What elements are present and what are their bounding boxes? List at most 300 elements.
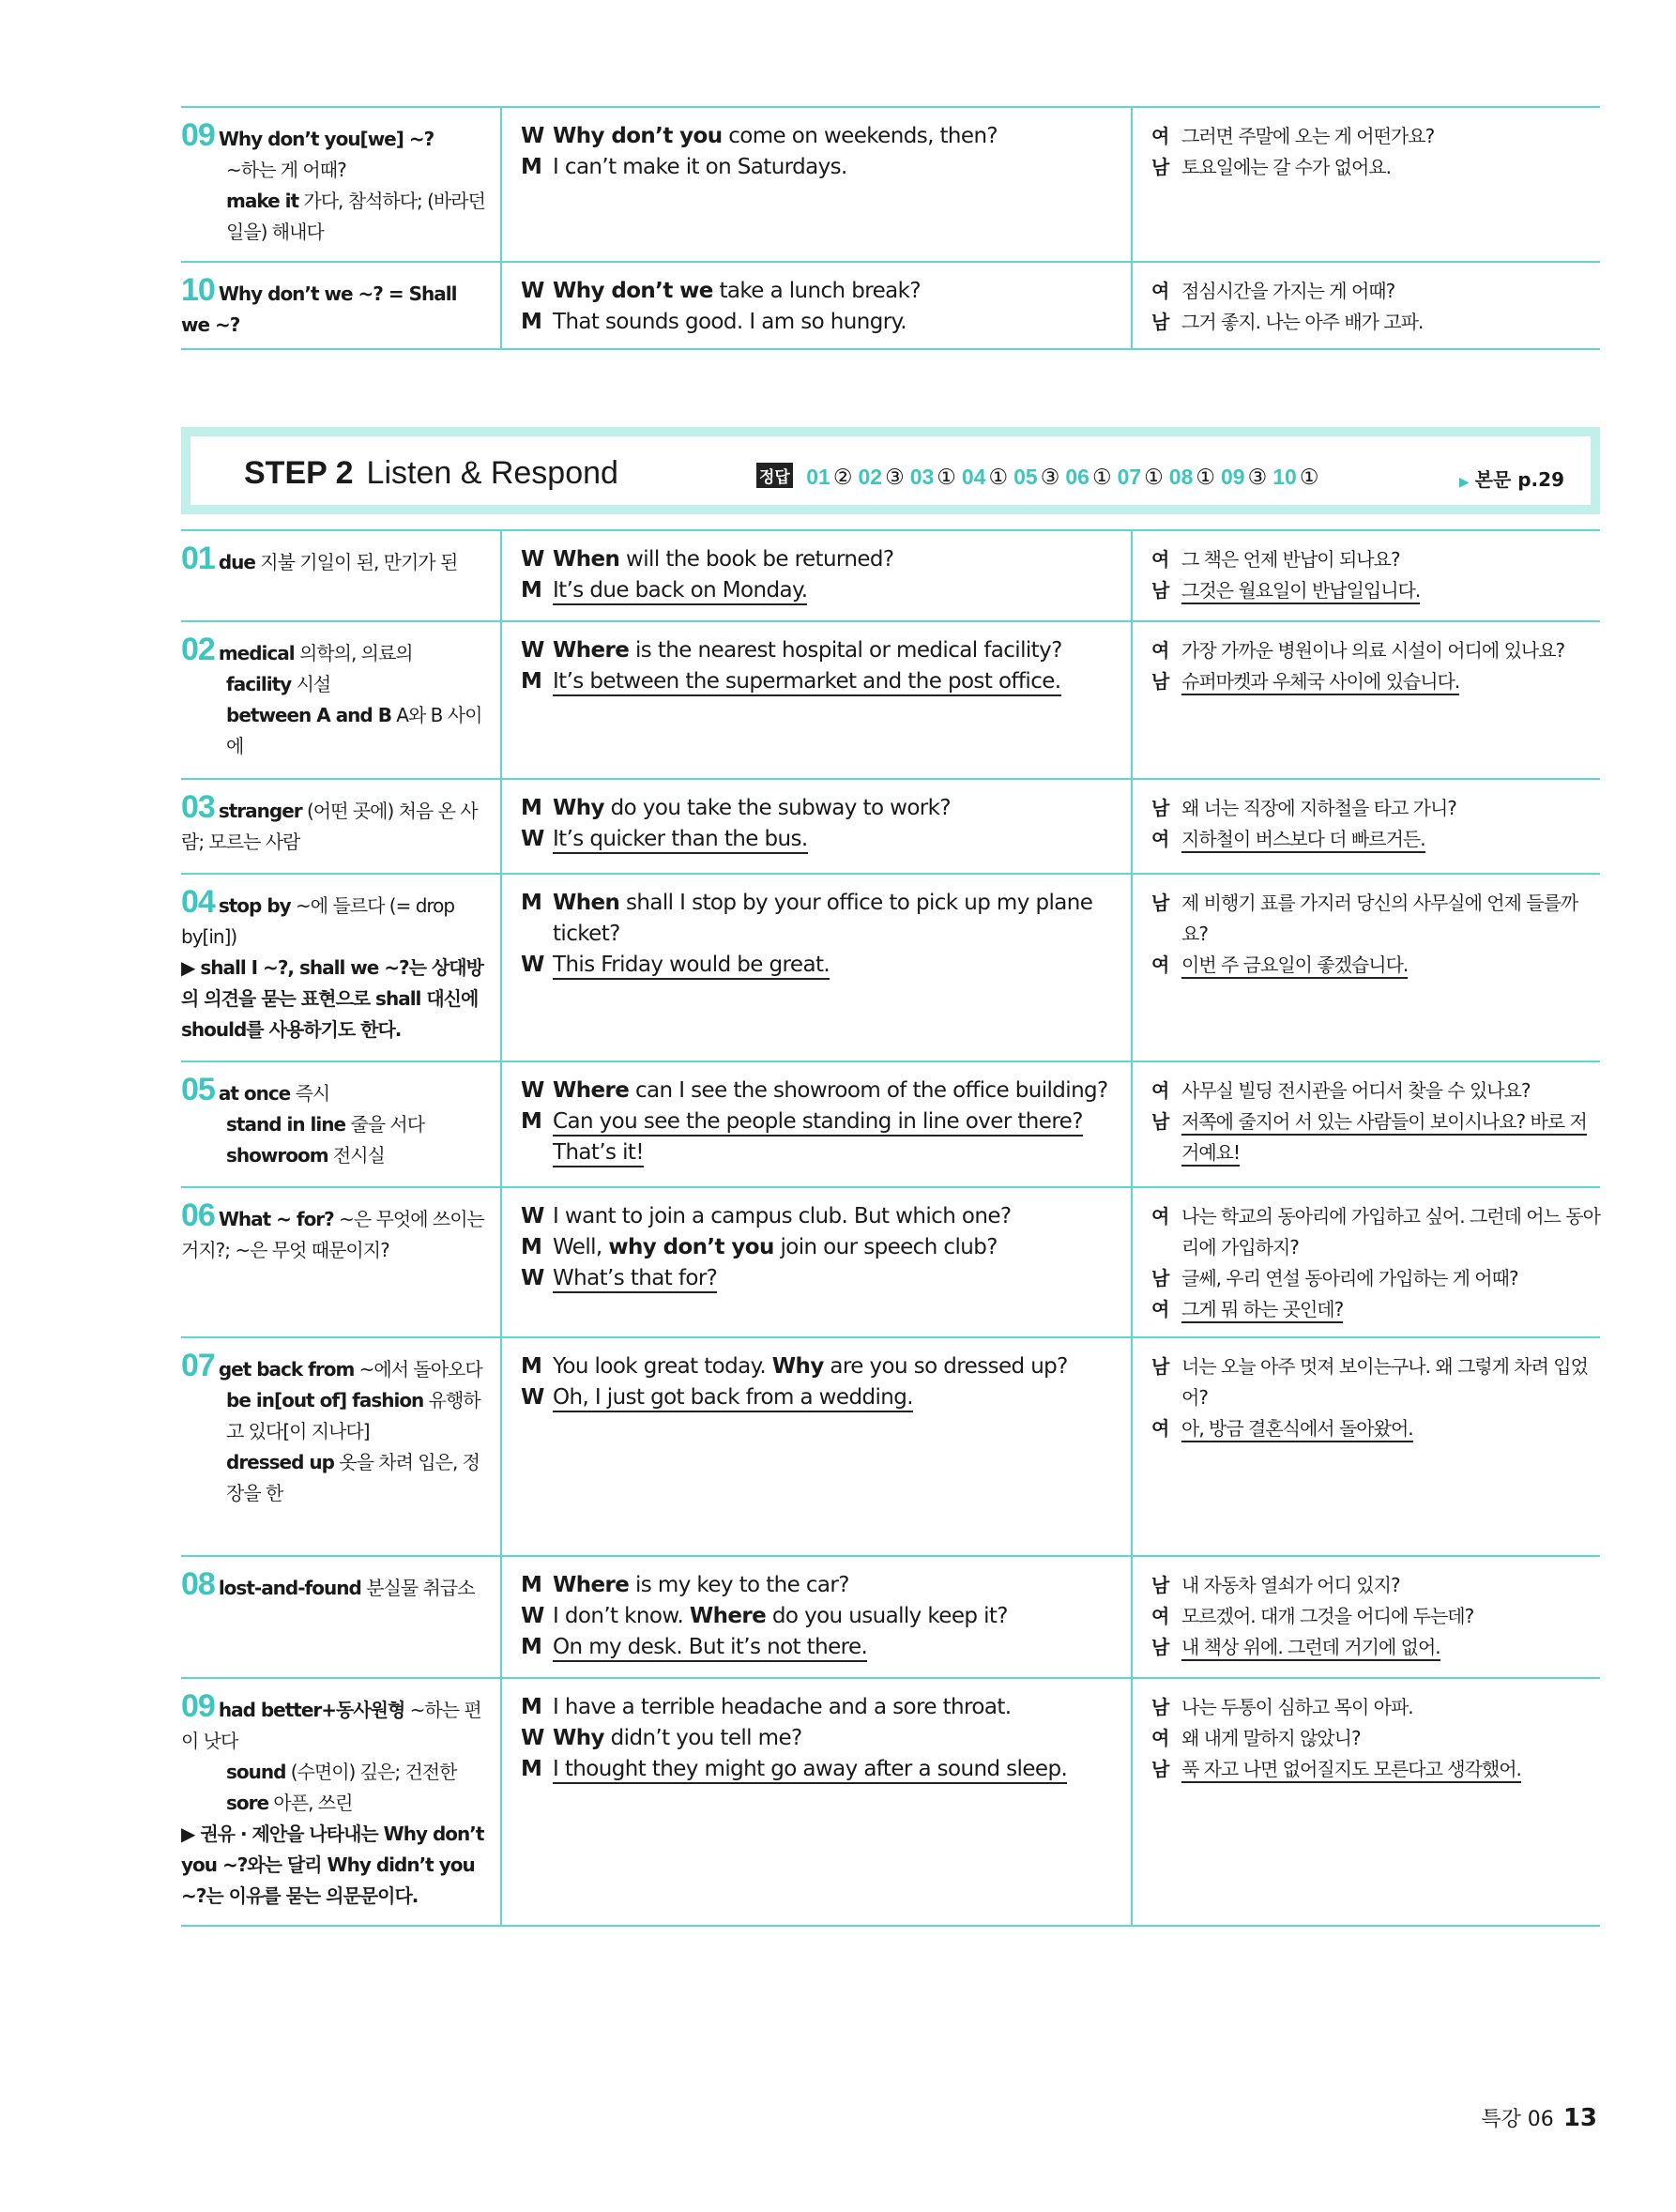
key-expression: When <box>553 891 620 915</box>
vocab-cell <box>181 1679 502 1925</box>
vocab-entry <box>181 186 489 248</box>
key-expression: Why <box>771 1354 824 1379</box>
translation-line <box>1151 152 1600 183</box>
speaker-label: W <box>521 279 544 303</box>
translation-segment: 그 책은 언제 반납이 되나요? <box>1181 548 1400 571</box>
dialogue-line <box>521 1570 1118 1601</box>
item-number: 10 <box>181 272 215 308</box>
vocab-entry <box>181 1447 489 1509</box>
vocab-meaning: ~에서 돌아오다 <box>354 1358 482 1381</box>
vocab-entry <box>181 117 489 155</box>
vocab-word: be in[out of] fashion <box>226 1389 424 1411</box>
dialogue-text <box>553 950 1118 981</box>
dialogue-line <box>521 121 1118 152</box>
answer-number: 02 <box>858 465 883 489</box>
answer-choice: ① <box>1196 465 1215 489</box>
translation-line <box>1151 1351 1600 1413</box>
speaker-label: W <box>521 547 544 572</box>
vocab-meaning: ~하는 편이 낫다 <box>181 1699 481 1752</box>
key-expression: Where <box>689 1604 767 1628</box>
translation-segment: 너는 오늘 아주 멋져 보이는구나. 왜 그렇게 차려 입었어? <box>1181 1355 1588 1409</box>
answer-translation: 그것은 월요일이 반납일입니다. <box>1181 579 1420 604</box>
dialogue-text <box>553 121 1118 152</box>
translation-text <box>1181 1263 1600 1294</box>
vocab-entry <box>181 1566 489 1604</box>
korean-translation <box>1133 1338 1600 1555</box>
translation-text <box>1181 1632 1600 1663</box>
dialogue-segment: That sounds good. I am so hungry. <box>553 310 907 334</box>
vocab-meaning: 옷을 차려 입은, 정장을 한 <box>226 1451 480 1504</box>
vocab-meaning: A와 B 사이에 <box>226 704 482 757</box>
speaker-label: M <box>521 796 542 820</box>
speaker-label: M <box>521 1235 542 1259</box>
grammar-note: ▶ 권유 · 제안을 나타내는 Why don’t you ~?와는 달리 Why didn’t you ~?는 이유를 묻는 의문문이다. <box>181 1823 484 1907</box>
speaker-label: 여 <box>1151 125 1169 147</box>
english-dialogue <box>502 875 1133 1060</box>
vocab-cell <box>181 875 502 1060</box>
translation-segment: 가장 가까운 병원이나 의료 시설이 어디에 있나요? <box>1181 639 1565 662</box>
vocab-entry <box>181 1348 489 1385</box>
vocab-cell <box>181 1557 502 1677</box>
answer-number: 05 <box>1013 465 1038 489</box>
dialogue-line <box>521 1232 1118 1263</box>
key-expression: why don’t you <box>608 1235 774 1259</box>
key-expression: Where <box>553 1078 630 1103</box>
translation-text <box>1181 888 1600 950</box>
english-dialogue <box>502 263 1133 348</box>
vocab-entry <box>181 884 489 953</box>
page-footer <box>1481 2103 1597 2132</box>
key-expression: Where <box>553 638 630 663</box>
vocab-word: Why don’t you[we] ~? <box>218 128 434 150</box>
speaker-label: 남 <box>1151 1110 1169 1133</box>
vocab-cell <box>181 622 502 778</box>
answer-number: 01 <box>806 465 830 489</box>
dialogue-line <box>521 1106 1118 1168</box>
translation-line <box>1151 793 1600 824</box>
speaker-label: 남 <box>1151 1696 1169 1718</box>
dialogue-segment: is my key to the car? <box>629 1573 849 1597</box>
translation-line <box>1151 1723 1600 1754</box>
speaker-label: 남 <box>1151 797 1169 819</box>
dialogue-text <box>553 1201 1118 1232</box>
speaker-label: 남 <box>1151 1355 1169 1378</box>
vocab-meaning: 지불 기일이 된, 만기가 된 <box>254 551 458 573</box>
translation-line <box>1151 1754 1600 1785</box>
english-dialogue <box>502 622 1133 778</box>
vocab-block <box>181 789 489 858</box>
triangle-icon: ▶ <box>1458 475 1470 490</box>
speaker-label: W <box>521 124 544 148</box>
speaker-label: 남 <box>1151 579 1169 602</box>
table-row <box>181 1338 1600 1557</box>
vocab-entry <box>181 700 489 762</box>
dialogue-text <box>553 1106 1118 1168</box>
dialogue-text <box>553 575 1118 606</box>
translation-line <box>1151 888 1600 950</box>
answer-choice: ③ <box>885 465 905 489</box>
dialogue-text <box>553 544 1118 575</box>
answer-response: It’s quicker than the bus. <box>553 827 808 854</box>
translation-line <box>1151 1201 1600 1263</box>
dialogue-segment: is the nearest hospital or medical facility? <box>629 638 1062 663</box>
grammar-note: ▶ shall I ~?, shall we ~?는 상대방의 의견을 묻는 표현으로 shall 대신에 should를 사용하기도 한다. <box>181 956 483 1041</box>
speaker-label: W <box>521 1266 544 1290</box>
dialogue-line <box>521 824 1118 855</box>
answer-translation: 푹 자고 나면 없어질지도 모른다고 생각했어. <box>1181 1758 1521 1783</box>
key-expression: When <box>553 547 620 572</box>
translation-segment: 그거 좋지. 나는 아주 배가 고파. <box>1181 311 1424 333</box>
answer-translation: 아, 방금 결혼식에서 돌아왔어. <box>1181 1417 1413 1442</box>
translation-line <box>1151 1263 1600 1294</box>
item-number: 03 <box>181 789 215 825</box>
dialogue-text <box>553 1075 1118 1106</box>
dialogue-text <box>553 635 1118 666</box>
speaker-label: 남 <box>1151 1758 1169 1780</box>
vocab-word: sound <box>226 1761 286 1783</box>
dialogue-text <box>553 793 1118 824</box>
dialogue-line <box>521 950 1118 981</box>
vocab-meaning: 의학의, 의료의 <box>294 642 413 664</box>
english-dialogue <box>502 1338 1133 1555</box>
speaker-label: M <box>521 155 542 179</box>
dialogue-text <box>553 1723 1118 1754</box>
vocab-block <box>181 272 489 341</box>
translation-text <box>1181 824 1600 855</box>
english-dialogue <box>502 1557 1133 1677</box>
translation-line <box>1151 1413 1600 1444</box>
translation-line <box>1151 824 1600 855</box>
translation-segment: 모르겠어. 대개 그것을 어디에 두는데? <box>1181 1605 1474 1627</box>
answer-response: It’s between the supermarket and the post office. <box>553 669 1061 696</box>
step-label: STEP 2 <box>244 455 354 491</box>
dialogue-text <box>553 1263 1118 1294</box>
dialogue-segment: didn’t you tell me? <box>603 1726 802 1750</box>
answer-response: This Friday would be great. <box>553 953 830 980</box>
answer-translation: 이번 주 금요일이 좋겠습니다. <box>1181 953 1408 979</box>
dialogue-table <box>181 529 1600 1927</box>
answer-key-label: 정답 <box>756 463 793 488</box>
vocab-meaning: 즉시 <box>290 1082 330 1105</box>
dialogue-line <box>521 666 1118 697</box>
dialogue-line <box>521 1201 1118 1232</box>
vocab-word: Why don’t we ~? = Shall we ~? <box>181 282 457 336</box>
dialogue-segment: I want to join a campus club. But which one? <box>553 1204 1012 1228</box>
vocab-word: facility <box>226 673 292 695</box>
vocab-block <box>181 1072 489 1171</box>
vocab-entry <box>181 1688 489 1757</box>
dialogue-segment: You look great today. <box>553 1354 772 1379</box>
table-row <box>181 531 1600 622</box>
vocab-cell <box>181 108 502 261</box>
answer-choice: ① <box>988 465 1009 489</box>
vocab-block <box>181 632 489 762</box>
answer-choice: ① <box>1144 465 1164 489</box>
answer-translation: 슈퍼마켓과 우체국 사이에 있습니다. <box>1181 670 1459 695</box>
speaker-label: 남 <box>1151 670 1169 693</box>
dialogue-line <box>521 1632 1118 1663</box>
vocab-entry <box>181 1140 489 1171</box>
answer-choice: ① <box>1299 465 1319 489</box>
translation-text <box>1181 1106 1600 1168</box>
dialogue-segment: can I see the showroom of the office building? <box>629 1078 1108 1103</box>
translation-text <box>1181 1075 1600 1106</box>
translation-line <box>1151 1106 1600 1168</box>
translation-text <box>1181 950 1600 981</box>
vocab-cell <box>181 1188 502 1336</box>
vocab-word: make it <box>226 190 299 212</box>
vocab-meaning: 유행하고 있다[이 지나다] <box>226 1389 480 1442</box>
translation-text <box>1181 1201 1600 1263</box>
vocab-meaning: ~에 들르다 (= drop by[in]) <box>181 894 455 948</box>
vocab-entry <box>181 1109 489 1140</box>
speaker-label: W <box>521 1726 544 1750</box>
item-number: 09 <box>181 117 215 153</box>
answer-key <box>756 463 1324 490</box>
dialogue-line <box>521 635 1118 666</box>
vocab-meaning: ~하는 게 어때? <box>226 159 346 181</box>
step-name: Listen & Respond <box>366 455 618 491</box>
translation-line <box>1151 1570 1600 1601</box>
korean-translation <box>1133 531 1600 620</box>
key-expression: Why <box>553 1726 604 1750</box>
translation-segment: 사무실 빌딩 전시관을 어디서 찾을 수 있나요? <box>1181 1079 1531 1102</box>
dialogue-segment: will the book be returned? <box>619 547 894 572</box>
translation-text <box>1181 544 1600 575</box>
vocab-block <box>181 541 489 578</box>
vocab-meaning: (수면이) 깊은; 건전한 <box>285 1761 457 1783</box>
vocab-word: get back from <box>218 1358 355 1381</box>
translation-line <box>1151 1632 1600 1663</box>
vocab-cell <box>181 263 502 348</box>
english-dialogue <box>502 1062 1133 1186</box>
translation-segment: 왜 내게 말하지 않았니? <box>1181 1727 1361 1749</box>
translation-segment: 그러면 주말에 오는 게 어떤가요? <box>1181 125 1435 147</box>
vocab-word: stand in line <box>226 1113 346 1136</box>
translation-text <box>1181 276 1600 307</box>
dialogue-line <box>521 1723 1118 1754</box>
dialogue-text <box>553 666 1118 697</box>
speaker-label: 남 <box>1151 892 1169 914</box>
speaker-label: 남 <box>1151 311 1169 333</box>
translation-segment: 제 비행기 표를 가지러 당신의 사무실에 언제 들를까요? <box>1181 892 1578 945</box>
dialogue-text <box>553 1601 1118 1632</box>
translation-line <box>1151 666 1600 697</box>
vocab-cell <box>181 1338 502 1555</box>
vocab-meaning: 아픈, 쓰린 <box>268 1792 353 1814</box>
answer-choice: ③ <box>1040 465 1060 489</box>
vocab-meaning: 전시실 <box>328 1144 385 1167</box>
english-dialogue <box>502 108 1133 261</box>
vocab-entry <box>181 1385 489 1447</box>
translation-text <box>1181 635 1600 666</box>
vocab-entry <box>181 541 489 578</box>
vocab-word: had better+동사원형 <box>218 1699 405 1721</box>
vocab-meaning: 줄을 서다 <box>345 1113 425 1136</box>
answer-choice: ③ <box>1247 465 1268 489</box>
answer-translation: 저쪽에 줄지어 서 있는 사람들이 보이시나요? 바로 저거예요! <box>1181 1110 1587 1167</box>
vocab-meaning: 가다, 참석하다; (바라던 일을) 해내다 <box>226 190 485 243</box>
korean-translation <box>1133 108 1600 261</box>
dialogue-text <box>553 1382 1118 1413</box>
dialogue-line <box>521 276 1118 307</box>
dialogue-segment: come on weekends, then? <box>722 124 998 148</box>
speaker-label: M <box>521 669 542 694</box>
answer-number: 08 <box>1168 465 1194 489</box>
dialogue-text <box>553 276 1118 307</box>
table-row <box>181 1557 1600 1679</box>
vocab-entry <box>181 669 489 700</box>
dialogue-line <box>521 575 1118 606</box>
vocab-entry <box>181 1788 489 1819</box>
speaker-label: 남 <box>1151 1636 1169 1658</box>
vocab-block <box>181 1688 489 1912</box>
table-row <box>181 875 1600 1062</box>
speaker-label: W <box>521 1078 544 1103</box>
translation-line <box>1151 121 1600 152</box>
vocab-word: due <box>218 551 255 573</box>
speaker-label: 여 <box>1151 1605 1169 1627</box>
speaker-label: M <box>521 578 542 603</box>
item-number: 06 <box>181 1198 215 1233</box>
speaker-label: W <box>521 1604 544 1628</box>
speaker-label: 남 <box>1151 1574 1169 1596</box>
translation-text <box>1181 793 1600 824</box>
answer-number: 10 <box>1272 465 1297 489</box>
vocab-word: lost-and-found <box>218 1577 361 1599</box>
reference-text: 본문 p.29 <box>1474 468 1564 491</box>
dialogue-segment: I have a terrible headache and a sore throat. <box>553 1695 1012 1719</box>
dialogue-line <box>521 1382 1118 1413</box>
section-label: 특강 06 <box>1481 2108 1554 2131</box>
answer-response: It’s due back on Monday. <box>553 578 807 605</box>
translation-text <box>1181 121 1600 152</box>
translation-text <box>1181 575 1600 606</box>
table-row <box>181 108 1600 263</box>
vocab-cell <box>181 1062 502 1186</box>
dialogue-segment: do you usually keep it? <box>766 1604 1008 1628</box>
answer-response: On my desk. But it’s not there. <box>553 1635 867 1662</box>
answer-choice: ① <box>937 465 956 489</box>
vocab-meaning: (어떤 곳에) 처음 온 사람; 모르는 사람 <box>181 800 478 853</box>
speaker-label: W <box>521 953 544 977</box>
step-title <box>244 455 618 492</box>
answer-translation: 내 책상 위에. 그런데 거기에 없어. <box>1181 1636 1440 1661</box>
dialogue-segment: are you so dressed up? <box>823 1354 1068 1379</box>
speaker-label: M <box>521 1109 542 1134</box>
speaker-label: M <box>521 1573 542 1597</box>
translation-line <box>1151 544 1600 575</box>
dialogue-line <box>521 1754 1118 1785</box>
translation-segment: 왜 너는 직장에 지하철을 타고 가니? <box>1181 797 1456 819</box>
vocab-word: at once <box>218 1082 291 1105</box>
answer-response: Oh, I just got back from a wedding. <box>553 1385 913 1412</box>
vocab-word: stranger <box>218 800 302 822</box>
table-row <box>181 1188 1600 1338</box>
translation-line <box>1151 1692 1600 1723</box>
translation-text <box>1181 1294 1600 1325</box>
speaker-label: 여 <box>1151 953 1169 976</box>
table-row <box>181 1062 1600 1188</box>
speaker-label: 여 <box>1151 639 1169 662</box>
speaker-label: 여 <box>1151 1079 1169 1102</box>
translation-text <box>1181 1570 1600 1601</box>
speaker-label: 여 <box>1151 1205 1169 1228</box>
dialogue-text <box>553 824 1118 855</box>
speaker-label: M <box>521 1695 542 1719</box>
speaker-label: 여 <box>1151 1417 1169 1440</box>
dialogue-text <box>553 152 1118 183</box>
vocab-entry <box>181 272 489 341</box>
item-number: 08 <box>181 1566 215 1602</box>
speaker-label: 여 <box>1151 280 1169 302</box>
dialogue-segment: I don’t know. <box>553 1604 690 1628</box>
korean-translation <box>1133 875 1600 1060</box>
speaker-label: 여 <box>1151 828 1169 850</box>
dialogue-line <box>521 307 1118 338</box>
vocab-block <box>181 1198 489 1266</box>
vocab-table-top <box>181 106 1600 350</box>
answer-number: 04 <box>961 465 986 489</box>
dialogue-segment: I can’t make it on Saturdays. <box>553 155 847 179</box>
english-dialogue <box>502 531 1133 620</box>
speaker-label: W <box>521 1204 544 1228</box>
translation-text <box>1181 1754 1600 1785</box>
key-expression: Why don’t you <box>553 124 723 148</box>
vocab-cell <box>181 531 502 620</box>
dialogue-line <box>521 1351 1118 1382</box>
speaker-label: M <box>521 1635 542 1659</box>
korean-translation <box>1133 1557 1600 1677</box>
vocab-block <box>181 884 489 1045</box>
korean-translation <box>1133 780 1600 873</box>
korean-translation <box>1133 1679 1600 1925</box>
dialogue-segment: take a lunch break? <box>712 279 921 303</box>
vocab-word: stop by <box>218 894 291 917</box>
answer-number: 06 <box>1065 465 1089 489</box>
vocab-meaning: ~은 무엇에 쓰이는 거지?; ~은 무엇 때문이지? <box>181 1208 484 1261</box>
dialogue-line <box>521 793 1118 824</box>
vocab-word: sore <box>226 1792 269 1814</box>
dialogue-text <box>553 1692 1118 1723</box>
english-dialogue <box>502 1188 1133 1336</box>
vocab-word: between A and B <box>226 704 391 726</box>
vocab-entry <box>181 1198 489 1266</box>
english-dialogue <box>502 1679 1133 1925</box>
item-number: 07 <box>181 1348 215 1383</box>
dialogue-segment: join our speech club? <box>773 1235 998 1259</box>
vocab-meaning: 시설 <box>291 673 331 695</box>
vocab-meaning: 분실물 취급소 <box>360 1577 475 1599</box>
dialogue-line <box>521 1601 1118 1632</box>
textbook-reference <box>1459 465 1564 492</box>
vocab-word: What ~ for? <box>218 1208 334 1230</box>
translation-text <box>1181 1601 1600 1632</box>
speaker-label: 남 <box>1151 156 1169 178</box>
vocab-entry <box>181 155 489 186</box>
dialogue-text <box>553 1632 1118 1663</box>
table-row <box>181 622 1600 780</box>
answer-response: Can you see the people standing in line over there? That’s it! <box>553 1109 1083 1167</box>
answer-translation: 그게 뭐 하는 곳인데? <box>1181 1298 1343 1323</box>
answer-response: What’s that for? <box>553 1266 717 1293</box>
dialogue-text <box>553 307 1118 338</box>
korean-translation <box>1133 263 1600 348</box>
translation-segment: 내 자동차 열쇠가 어디 있지? <box>1181 1574 1400 1596</box>
answer-number: 09 <box>1221 465 1245 489</box>
translation-line <box>1151 635 1600 666</box>
vocab-word: dressed up <box>226 1451 334 1473</box>
